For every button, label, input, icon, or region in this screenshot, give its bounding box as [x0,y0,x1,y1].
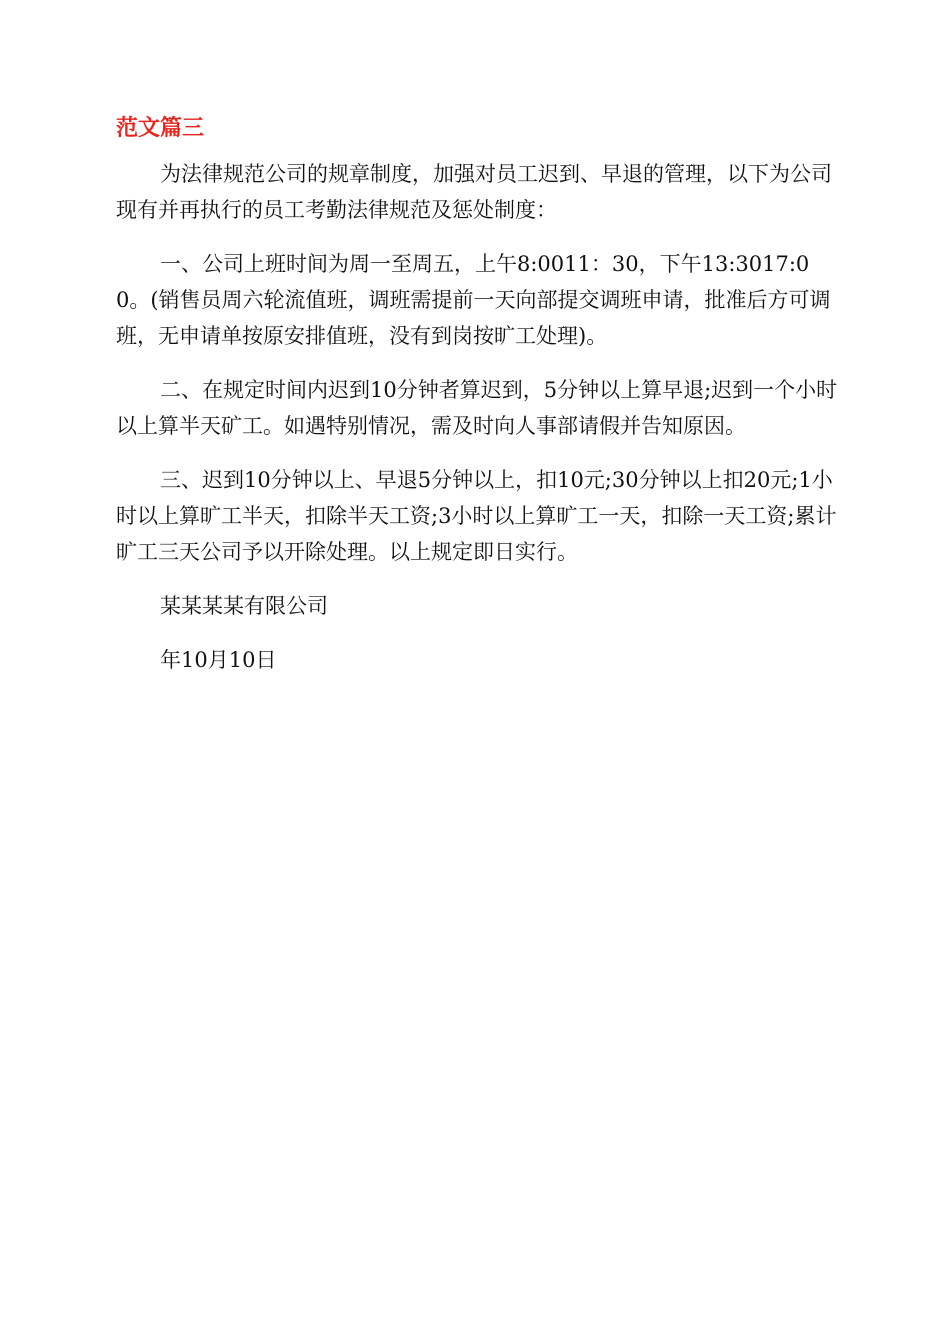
rule-paragraph-1: 一、公司上班时间为周一至周五，上午8:0011：30，下午13:3017:00。(销售员周六轮流值班，调班需提前一天向部提交调班申请，批准后方可调班，无申请单按原安排值班，没有到岗按旷工处理)。 [116,252,831,348]
signature-company: 某某某某有限公司 [160,594,328,618]
signature-date: 年10月10日 [160,648,277,672]
document-body [116,156,838,696]
rule-paragraph-2: 二、在规定时间内迟到10分钟者算迟到，5分钟以上算早退;迟到一个小时以上算半天矿工。如遇特别情况，需及时向人事部请假并告知原因。 [116,378,838,438]
rule-paragraph-3: 三、迟到10分钟以上、早退5分钟以上，扣10元;30分钟以上扣20元;1小时以上算旷工半天，扣除半天工资;3小时以上算旷工一天，扣除一天工资;累计旷工三天公司予以开除处理。以上规定即日实行。 [116,468,837,564]
section-heading: 范文篇三 [116,116,205,141]
intro-paragraph: 为法律规范公司的规章制度，加强对员工迟到、早退的管理，以下为公司现有并再执行的员工考勤法律规范及惩处制度： [116,162,832,222]
